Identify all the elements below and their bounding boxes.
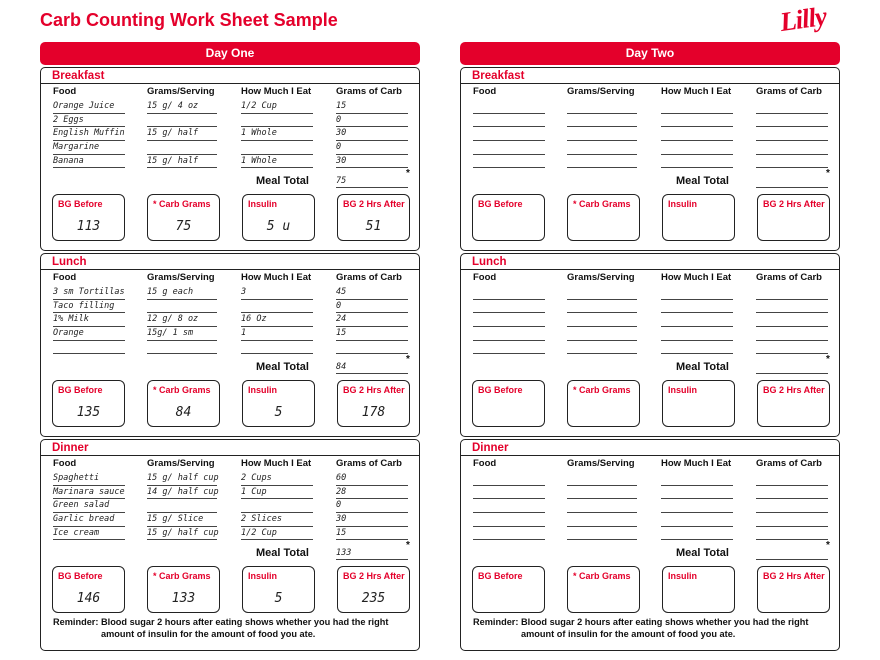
food-cell[interactable]: 2 Eggs xyxy=(53,113,125,128)
day-one-dinner-section xyxy=(40,439,420,651)
meal-total-value[interactable] xyxy=(756,360,828,374)
bg-after-label: BG 2 Hrs After xyxy=(343,571,405,581)
asterisk-mark: * xyxy=(406,168,410,179)
bg-before-label: BG Before xyxy=(58,385,103,395)
how-much-cell[interactable]: 1/2 Cup xyxy=(241,99,313,114)
bg-before-box[interactable] xyxy=(52,566,125,613)
carb-grams-cell[interactable] xyxy=(756,99,828,114)
food-cell[interactable]: Spaghetti xyxy=(53,471,125,486)
grams-serving-cell[interactable] xyxy=(147,340,217,355)
bg-before-value: 135 xyxy=(76,405,101,420)
divider xyxy=(41,455,419,456)
insulin-box[interactable] xyxy=(662,566,735,613)
carb-grams-cell[interactable] xyxy=(336,340,408,355)
column-header-food: Food xyxy=(53,86,77,97)
grams-serving-cell[interactable] xyxy=(147,113,217,128)
meal-total-value[interactable]: 75 xyxy=(336,174,408,188)
insulin-box[interactable] xyxy=(242,380,315,427)
carb-grams-cell[interactable] xyxy=(756,512,828,527)
table-row xyxy=(461,471,839,485)
how-much-cell[interactable]: 1 Cup xyxy=(241,485,313,500)
food-cell[interactable] xyxy=(473,326,545,341)
bg-before-value: 146 xyxy=(76,591,101,606)
grams-serving-cell[interactable] xyxy=(567,326,637,341)
bg-after-label: BG 2 Hrs After xyxy=(763,199,825,209)
table-row xyxy=(461,140,839,154)
how-much-cell[interactable] xyxy=(241,340,313,355)
column-header-food: Food xyxy=(473,272,497,283)
day-one-column xyxy=(40,42,420,651)
food-cell[interactable] xyxy=(473,312,545,327)
carb-grams-cell[interactable]: 30 xyxy=(336,154,408,169)
food-cell[interactable]: Marinara sauce xyxy=(53,485,125,500)
page-title: Carb Counting Work Sheet Sample xyxy=(40,10,338,30)
bg-after-label: BG 2 Hrs After xyxy=(343,385,405,395)
grams-serving-cell[interactable] xyxy=(567,526,637,541)
asterisk-mark: * xyxy=(826,168,830,179)
food-cell[interactable]: Garlic bread xyxy=(53,512,125,527)
carb-grams-box[interactable] xyxy=(567,194,640,241)
bg-after-value: 51 xyxy=(365,219,382,234)
bg-after-box[interactable] xyxy=(757,380,830,427)
column-header-food: Food xyxy=(53,458,77,469)
carb-grams-box[interactable] xyxy=(147,194,220,241)
table-row xyxy=(461,126,839,140)
bg-before-box[interactable] xyxy=(472,194,545,241)
table-row xyxy=(41,140,419,154)
how-much-cell[interactable] xyxy=(241,299,313,314)
carb-grams-cell[interactable] xyxy=(756,340,828,355)
how-much-cell[interactable] xyxy=(241,113,313,128)
bg-before-box[interactable] xyxy=(472,566,545,613)
insulin-box[interactable] xyxy=(242,566,315,613)
carb-grams-cell[interactable]: 0 xyxy=(336,498,408,513)
carb-grams-cell[interactable] xyxy=(756,312,828,327)
grams-serving-cell[interactable] xyxy=(567,312,637,327)
food-cell[interactable] xyxy=(473,526,545,541)
how-much-cell[interactable] xyxy=(661,126,733,141)
how-much-cell[interactable] xyxy=(241,140,313,155)
how-much-cell[interactable] xyxy=(661,285,733,300)
carb-grams-box[interactable] xyxy=(567,566,640,613)
table-row xyxy=(41,113,419,127)
table-row xyxy=(461,326,839,340)
grams-serving-cell[interactable]: 15 g/ half xyxy=(147,154,217,169)
meal-total-value[interactable] xyxy=(756,174,828,188)
table-row xyxy=(461,285,839,299)
column-header-grams: Grams/Serving xyxy=(147,86,215,97)
food-cell[interactable]: Margarine xyxy=(53,140,125,155)
grams-serving-cell[interactable] xyxy=(567,140,637,155)
insulin-label: Insulin xyxy=(248,199,277,209)
meal-total-value[interactable]: 133 xyxy=(336,546,408,560)
bg-before-label: BG Before xyxy=(478,385,523,395)
how-much-cell[interactable]: 1 xyxy=(241,326,313,341)
grams-serving-cell[interactable] xyxy=(147,299,217,314)
carb-grams-cell[interactable] xyxy=(756,326,828,341)
insulin-label: Insulin xyxy=(248,385,277,395)
column-header-how-much: How Much I Eat xyxy=(661,458,732,469)
column-header-how-much: How Much I Eat xyxy=(661,86,732,97)
table-row xyxy=(461,154,839,168)
table-row xyxy=(41,326,419,340)
bg-before-label: BG Before xyxy=(478,199,523,209)
grams-serving-cell[interactable]: 15 g/ 4 oz xyxy=(147,99,217,114)
carb-grams-cell[interactable]: 28 xyxy=(336,485,408,500)
column-header-how-much: How Much I Eat xyxy=(241,272,312,283)
carb-grams-label: * Carb Grams xyxy=(153,571,211,581)
grams-serving-cell[interactable] xyxy=(567,498,637,513)
grams-serving-cell[interactable] xyxy=(567,471,637,486)
insulin-label: Insulin xyxy=(668,571,697,581)
table-row xyxy=(461,512,839,526)
carb-grams-cell[interactable] xyxy=(756,126,828,141)
insulin-value: 5 u xyxy=(266,219,291,234)
table-row xyxy=(461,99,839,113)
day-two-lunch-section xyxy=(460,253,840,437)
meal-total-value[interactable]: 84 xyxy=(336,360,408,374)
grams-serving-cell[interactable] xyxy=(147,498,217,513)
carb-grams-value: 133 xyxy=(171,591,196,606)
food-cell[interactable]: Green salad xyxy=(53,498,125,513)
reminder-text: Blood sugar 2 hours after eating shows whether you had the right amount of insulin for the amount of food you ate. xyxy=(521,617,809,639)
carb-grams-cell[interactable] xyxy=(756,485,828,500)
column-header-grams: Grams/Serving xyxy=(567,86,635,97)
carb-grams-label: * Carb Grams xyxy=(573,199,631,209)
grams-serving-cell[interactable] xyxy=(567,154,637,169)
carb-grams-cell[interactable] xyxy=(756,113,828,128)
bg-before-label: BG Before xyxy=(58,199,103,209)
food-cell[interactable]: Taco filling xyxy=(53,299,125,314)
food-cell[interactable]: 3 sm Tortillas xyxy=(53,285,125,300)
bg-before-value: 113 xyxy=(76,219,101,234)
table-row xyxy=(41,526,419,540)
grams-serving-cell[interactable]: 15 g each xyxy=(147,285,217,300)
how-much-cell[interactable]: 2 Slices xyxy=(241,512,313,527)
column-header-carb: Grams of Carb xyxy=(336,458,402,469)
grams-serving-cell[interactable]: 14 g/ half cup xyxy=(147,485,217,500)
meal-total-label: Meal Total xyxy=(676,175,729,187)
food-cell[interactable] xyxy=(473,154,545,169)
food-cell[interactable]: English Muffin xyxy=(53,126,125,141)
table-row xyxy=(461,299,839,313)
grams-serving-cell[interactable]: 15 g/ Slice xyxy=(147,512,217,527)
insulin-box[interactable] xyxy=(662,380,735,427)
bg-after-value: 235 xyxy=(361,591,386,606)
table-row xyxy=(41,299,419,313)
grams-serving-cell[interactable]: 15g/ 1 sm xyxy=(147,326,217,341)
food-cell[interactable] xyxy=(473,99,545,114)
meal-title: Lunch xyxy=(472,256,507,268)
insulin-box[interactable] xyxy=(662,194,735,241)
column-header-grams: Grams/Serving xyxy=(567,272,635,283)
meal-title: Dinner xyxy=(472,442,509,454)
carb-grams-cell[interactable]: 0 xyxy=(336,299,408,314)
how-much-cell[interactable]: 2 Cups xyxy=(241,471,313,486)
grams-serving-cell[interactable]: 15 g/ half xyxy=(147,126,217,141)
grams-serving-cell[interactable] xyxy=(567,285,637,300)
meal-total-label: Meal Total xyxy=(256,547,309,559)
day-one-lunch-section xyxy=(40,253,420,437)
grams-serving-cell[interactable] xyxy=(567,126,637,141)
food-cell[interactable] xyxy=(473,485,545,500)
how-much-cell[interactable]: 3 xyxy=(241,285,313,300)
carb-grams-label: * Carb Grams xyxy=(153,385,211,395)
carb-grams-cell[interactable] xyxy=(756,526,828,541)
table-row xyxy=(41,285,419,299)
day-two-header: Day Two xyxy=(460,42,840,65)
bg-after-box[interactable] xyxy=(337,194,410,241)
how-much-cell[interactable] xyxy=(661,526,733,541)
food-cell[interactable] xyxy=(53,340,125,355)
table-row xyxy=(41,498,419,512)
food-cell[interactable]: Ice cream xyxy=(53,526,125,541)
carb-grams-cell[interactable] xyxy=(756,498,828,513)
bg-after-value: 178 xyxy=(361,405,386,420)
grams-serving-cell[interactable] xyxy=(567,512,637,527)
how-much-cell[interactable] xyxy=(241,498,313,513)
how-much-cell[interactable]: 16 Oz xyxy=(241,312,313,327)
table-row xyxy=(461,498,839,512)
column-header-food: Food xyxy=(473,458,497,469)
asterisk-mark: * xyxy=(826,354,830,365)
table-row xyxy=(41,471,419,485)
how-much-cell[interactable] xyxy=(661,299,733,314)
how-much-cell[interactable]: 1 Whole xyxy=(241,154,313,169)
table-row xyxy=(41,340,419,354)
divider xyxy=(461,455,839,456)
day-one-header: Day One xyxy=(40,42,420,65)
grams-serving-cell[interactable] xyxy=(567,299,637,314)
how-much-cell[interactable] xyxy=(661,498,733,513)
how-much-cell[interactable] xyxy=(661,154,733,169)
carb-grams-cell[interactable] xyxy=(756,285,828,300)
divider xyxy=(41,83,419,84)
food-cell[interactable]: 1% Milk xyxy=(53,312,125,327)
grams-serving-cell[interactable] xyxy=(147,140,217,155)
day-two-dinner-section xyxy=(460,439,840,651)
how-much-cell[interactable] xyxy=(661,312,733,327)
bg-after-box[interactable] xyxy=(337,380,410,427)
how-much-cell[interactable] xyxy=(661,326,733,341)
food-cell[interactable] xyxy=(473,471,545,486)
food-cell[interactable]: Orange xyxy=(53,326,125,341)
food-cell[interactable] xyxy=(473,340,545,355)
carb-grams-box[interactable] xyxy=(567,380,640,427)
asterisk-mark: * xyxy=(826,540,830,551)
carb-grams-cell[interactable]: 60 xyxy=(336,471,408,486)
carb-grams-box[interactable] xyxy=(147,380,220,427)
column-header-carb: Grams of Carb xyxy=(336,272,402,283)
how-much-cell[interactable]: 1/2 Cup xyxy=(241,526,313,541)
insulin-box[interactable] xyxy=(242,194,315,241)
carb-grams-box[interactable] xyxy=(147,566,220,613)
meal-total-label: Meal Total xyxy=(676,547,729,559)
bg-after-box[interactable] xyxy=(757,194,830,241)
meal-title: Breakfast xyxy=(52,70,105,82)
table-row xyxy=(41,485,419,499)
carb-grams-label: * Carb Grams xyxy=(573,385,631,395)
carb-grams-cell[interactable]: 15 xyxy=(336,99,408,114)
day-one-breakfast-section xyxy=(40,67,420,251)
carb-grams-cell[interactable]: 24 xyxy=(336,312,408,327)
carb-grams-cell[interactable]: 30 xyxy=(336,512,408,527)
reminder-label: Reminder: xyxy=(53,617,99,627)
carb-grams-cell[interactable]: 15 xyxy=(336,326,408,341)
carb-grams-cell[interactable]: 0 xyxy=(336,113,408,128)
insulin-label: Insulin xyxy=(248,571,277,581)
column-header-carb: Grams of Carb xyxy=(756,272,822,283)
table-row xyxy=(461,113,839,127)
column-header-carb: Grams of Carb xyxy=(756,86,822,97)
how-much-cell[interactable] xyxy=(661,99,733,114)
carb-grams-cell[interactable] xyxy=(756,471,828,486)
meal-title: Breakfast xyxy=(472,70,525,82)
column-header-food: Food xyxy=(53,272,77,283)
column-header-carb: Grams of Carb xyxy=(756,458,822,469)
reminder-label: Reminder: xyxy=(473,617,519,627)
table-row xyxy=(41,154,419,168)
how-much-cell[interactable] xyxy=(661,340,733,355)
how-much-cell[interactable] xyxy=(661,471,733,486)
asterisk-mark: * xyxy=(406,540,410,551)
reminder-text: Blood sugar 2 hours after eating shows whether you had the right amount of insulin for the amount of food you ate. xyxy=(101,617,389,639)
food-cell[interactable] xyxy=(473,285,545,300)
table-row xyxy=(41,312,419,326)
divider xyxy=(461,269,839,270)
insulin-label: Insulin xyxy=(668,385,697,395)
meal-total-label: Meal Total xyxy=(256,175,309,187)
bg-before-label: BG Before xyxy=(58,571,103,581)
insulin-value: 5 xyxy=(274,591,283,606)
how-much-cell[interactable] xyxy=(661,485,733,500)
carb-grams-cell[interactable] xyxy=(756,154,828,169)
carb-grams-cell[interactable] xyxy=(756,299,828,314)
day-two-column xyxy=(460,42,840,651)
table-row xyxy=(461,340,839,354)
how-much-cell[interactable] xyxy=(661,140,733,155)
meal-title: Lunch xyxy=(52,256,87,268)
carb-grams-label: * Carb Grams xyxy=(573,571,631,581)
table-row xyxy=(41,126,419,140)
column-header-carb: Grams of Carb xyxy=(336,86,402,97)
bg-after-label: BG 2 Hrs After xyxy=(343,199,405,209)
divider xyxy=(461,83,839,84)
food-cell[interactable] xyxy=(473,498,545,513)
table-row xyxy=(461,312,839,326)
food-cell[interactable]: Banana xyxy=(53,154,125,169)
carb-grams-cell[interactable]: 0 xyxy=(336,140,408,155)
column-header-food: Food xyxy=(473,86,497,97)
meal-title: Dinner xyxy=(52,442,89,454)
column-header-how-much: How Much I Eat xyxy=(241,458,312,469)
bg-before-label: BG Before xyxy=(478,571,523,581)
insulin-label: Insulin xyxy=(668,199,697,209)
meal-total-label: Meal Total xyxy=(256,361,309,373)
carb-grams-value: 75 xyxy=(175,219,192,234)
grams-serving-cell[interactable] xyxy=(567,99,637,114)
carb-grams-cell[interactable]: 30 xyxy=(336,126,408,141)
brand-logo: Lilly xyxy=(778,0,828,38)
carb-grams-value: 84 xyxy=(175,405,192,420)
bg-after-label: BG 2 Hrs After xyxy=(763,385,825,395)
column-header-grams: Grams/Serving xyxy=(147,458,215,469)
meal-total-label: Meal Total xyxy=(676,361,729,373)
grams-serving-cell[interactable]: 12 g/ 8 oz xyxy=(147,312,217,327)
bg-before-box[interactable] xyxy=(52,380,125,427)
bg-before-box[interactable] xyxy=(472,380,545,427)
how-much-cell[interactable] xyxy=(661,113,733,128)
day-two-breakfast-section xyxy=(460,67,840,251)
meal-total-value[interactable] xyxy=(756,546,828,560)
food-cell[interactable] xyxy=(473,126,545,141)
bg-after-box[interactable] xyxy=(337,566,410,613)
bg-after-box[interactable] xyxy=(757,566,830,613)
bg-before-box[interactable] xyxy=(52,194,125,241)
how-much-cell[interactable]: 1 Whole xyxy=(241,126,313,141)
grams-serving-cell[interactable]: 15 g/ half cup xyxy=(147,471,217,486)
food-cell[interactable] xyxy=(473,140,545,155)
food-cell[interactable] xyxy=(473,299,545,314)
asterisk-mark: * xyxy=(406,354,410,365)
column-header-how-much: How Much I Eat xyxy=(241,86,312,97)
table-row xyxy=(41,99,419,113)
column-header-grams: Grams/Serving xyxy=(567,458,635,469)
food-cell[interactable] xyxy=(473,113,545,128)
carb-grams-cell[interactable]: 45 xyxy=(336,285,408,300)
table-row xyxy=(461,485,839,499)
bg-after-label: BG 2 Hrs After xyxy=(763,571,825,581)
divider xyxy=(41,269,419,270)
food-cell[interactable]: Orange Juice xyxy=(53,99,125,114)
column-header-grams: Grams/Serving xyxy=(147,272,215,283)
insulin-value: 5 xyxy=(274,405,283,420)
grams-serving-cell[interactable] xyxy=(567,340,637,355)
grams-serving-cell[interactable] xyxy=(567,485,637,500)
how-much-cell[interactable] xyxy=(661,512,733,527)
carb-grams-cell[interactable]: 15 xyxy=(336,526,408,541)
carb-grams-label: * Carb Grams xyxy=(153,199,211,209)
table-row xyxy=(461,526,839,540)
food-cell[interactable] xyxy=(473,512,545,527)
column-header-how-much: How Much I Eat xyxy=(661,272,732,283)
grams-serving-cell[interactable] xyxy=(567,113,637,128)
carb-grams-cell[interactable] xyxy=(756,140,828,155)
grams-serving-cell[interactable]: 15 g/ half cup xyxy=(147,526,217,541)
table-row xyxy=(41,512,419,526)
